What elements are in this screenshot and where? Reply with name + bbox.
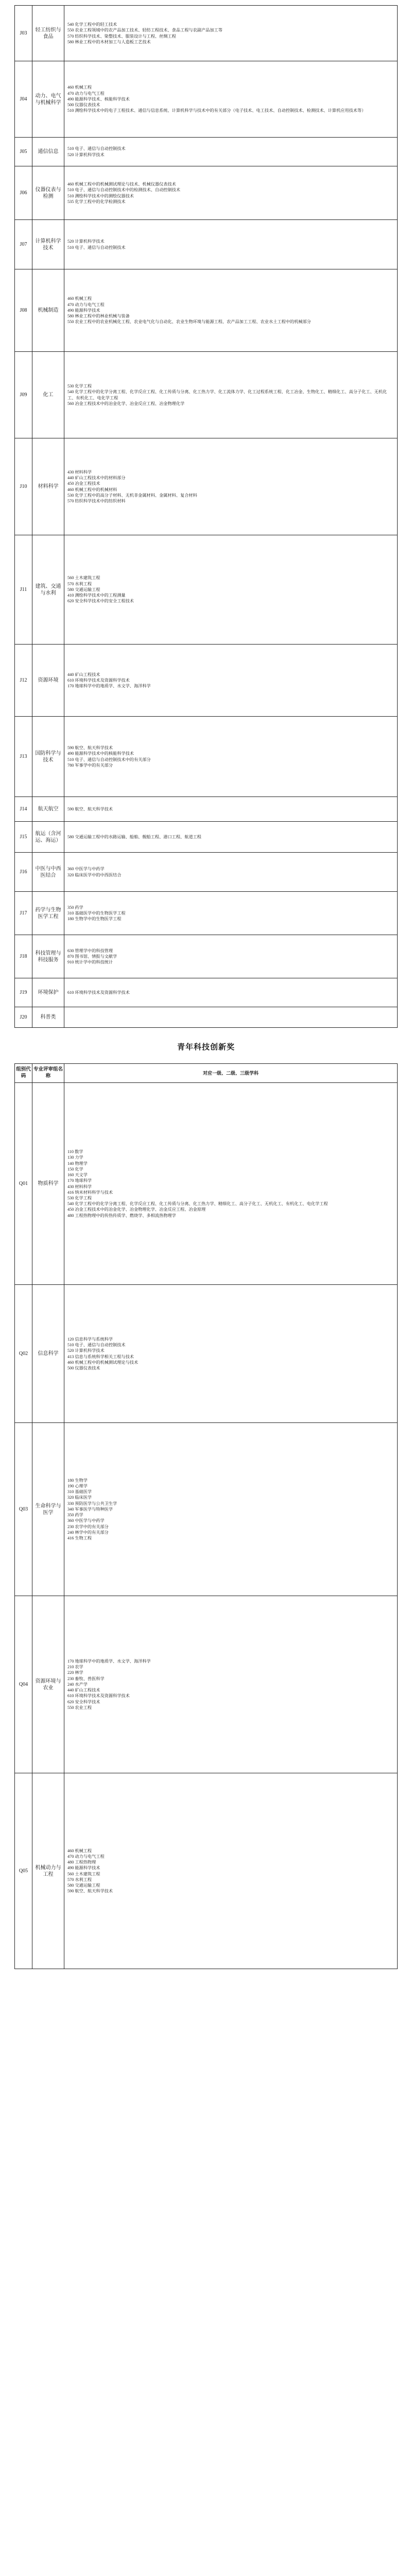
discipline-list xyxy=(64,61,398,138)
discipline-line: 570 纺织科学技术、染整技术、服装设计与工程、丝绸工程 xyxy=(67,33,176,39)
discipline-line: 320 临床医学中的中西医结合 xyxy=(67,872,122,877)
discipline-line: 310 基础医学 xyxy=(67,1489,92,1495)
group-code: J16 xyxy=(15,853,32,892)
discipline-line: 550 农业工程 xyxy=(67,1705,92,1710)
group-name: 物质科学 xyxy=(32,1083,64,1285)
table-row xyxy=(15,1083,398,1285)
discipline-line: 340 军事医学与特种医学 xyxy=(67,1506,113,1512)
discipline-line: 160 天文学 xyxy=(67,1173,88,1178)
discipline-line: 540 化学工程中的化学分离工程、化学反应工程、化工传质与分离、化工热力学、化工流体力学、化工过程系统工程、化工冶金、生物化工、精细化工、高分子化工、无机化工、有机化工、电化学工程 xyxy=(67,389,387,400)
group-name: 动力、电气与机械科学 xyxy=(32,61,64,138)
discipline-list xyxy=(64,645,398,717)
discipline-line: 170 地球科学中的地质学、水文学、海洋科学 xyxy=(67,684,151,689)
discipline-line: 490 能源科学技术 xyxy=(67,308,100,313)
discipline-line: 470 动力与电气工程 xyxy=(67,91,105,96)
table-row xyxy=(15,352,398,438)
discipline-line: 170 地球科学 xyxy=(67,1178,92,1183)
group-name: 信息科学 xyxy=(32,1285,64,1423)
discipline-line: 190 心理学 xyxy=(67,1484,88,1489)
group-code: J18 xyxy=(15,935,32,978)
discipline-list xyxy=(64,6,398,61)
group-code: J06 xyxy=(15,166,32,220)
discipline-line: 540 化学工程中的轻工技术 xyxy=(67,22,117,27)
group-code: J15 xyxy=(15,822,32,853)
discipline-line: 780 军事学中的有关部分 xyxy=(67,762,113,768)
discipline-line: 240 水产学 xyxy=(67,1682,88,1687)
table-row xyxy=(15,1007,398,1028)
discipline-line: 490 能源科学技术、核能科学技术 xyxy=(67,96,130,101)
table-row xyxy=(15,438,398,535)
table-row xyxy=(15,166,398,220)
table-row xyxy=(15,61,398,138)
discipline-list xyxy=(64,352,398,438)
discipline-line: 210 农学 xyxy=(67,1665,83,1670)
discipline-line: 230 农学中的有关部分 xyxy=(67,1524,109,1529)
discipline-list xyxy=(64,1596,398,1773)
discipline-line: 120 信息科学与系统科学 xyxy=(67,1336,113,1342)
discipline-line: 590 航空、航天科学技术 xyxy=(67,1889,113,1894)
discipline-line: 230 畜牧、兽医科学 xyxy=(67,1676,105,1681)
discipline-line: 480 工程热物理 xyxy=(67,1860,96,1865)
group-name: 机械制造 xyxy=(32,269,64,352)
discipline-line: 560 土木建筑工程 xyxy=(67,575,100,581)
header-content: 对应一级、二级、三级学科 xyxy=(64,1064,398,1083)
group-code: J12 xyxy=(15,645,32,717)
discipline-line: 480 工程热物理中的传热传质学、燃烧学、多相流热物理学 xyxy=(67,1213,176,1218)
group-code: J09 xyxy=(15,352,32,438)
discipline-line: 620 安全科学技术中的安全工程技术 xyxy=(67,599,134,604)
discipline-line: 240 林学中的有关部分 xyxy=(67,1530,109,1535)
table-row xyxy=(15,1596,398,1773)
discipline-list xyxy=(64,978,398,1007)
discipline-list xyxy=(64,166,398,220)
discipline-line: 570 水利工程 xyxy=(67,581,92,586)
group-name: 材料科学 xyxy=(32,438,64,535)
discipline-line: 560 冶金工程技术中的冶金化学、冶金反应工程、冶金物理化学 xyxy=(67,401,185,406)
discipline-line: 620 安全科学技术 xyxy=(67,1699,100,1704)
discipline-list xyxy=(64,935,398,978)
group-code: J20 xyxy=(15,1007,32,1028)
discipline-line: 440 矿山工程技术中的材料部分 xyxy=(67,476,126,481)
discipline-line: 510 电子、通信与自动控制技术中的检测技术、自动控制技术 xyxy=(67,188,181,193)
table-row xyxy=(15,1285,398,1423)
discipline-line: 550 农业工程领域中的农产品加工技术、轻纺工程技术、食品工程与农副产品加工等 xyxy=(67,28,222,33)
group-code: J11 xyxy=(15,535,32,645)
group-code: J19 xyxy=(15,978,32,1007)
group-name: 药学与生物医学工程 xyxy=(32,892,64,935)
table-row xyxy=(15,797,398,822)
discipline-line: 170 地球科学中的地质学、水文学、海洋科学 xyxy=(67,1659,151,1664)
discipline-line: 330 预防医学与公共卫生学 xyxy=(67,1501,117,1506)
group-name: 建筑、交通与水利 xyxy=(32,535,64,645)
group-name: 科普类 xyxy=(32,1007,64,1028)
group-code: Q03 xyxy=(15,1423,32,1596)
group-code: J13 xyxy=(15,717,32,797)
section-title: 青年科技创新奖 xyxy=(177,1043,235,1052)
group-code: J03 xyxy=(15,6,32,61)
discipline-line: 590 航空、航天科学技术 xyxy=(67,745,113,751)
discipline-line: 350 药学 xyxy=(67,1513,83,1518)
discipline-line: 460 机械工程中的机械材料 xyxy=(67,487,117,492)
discipline-list xyxy=(64,1007,398,1028)
discipline-line: 530 化学工程 xyxy=(67,1195,92,1200)
table-header-row xyxy=(15,1064,398,1083)
table-row xyxy=(15,138,398,166)
discipline-table-2 xyxy=(14,1063,398,1969)
group-name: 通信信息 xyxy=(32,138,64,166)
discipline-line: 580 林业工程中的木材加工与人造板工艺技术 xyxy=(67,39,151,44)
discipline-list xyxy=(64,220,398,269)
discipline-list xyxy=(64,853,398,892)
discipline-line: 610 环境科学技术及资源科学技术 xyxy=(67,1693,130,1699)
group-name: 国防科学与技术 xyxy=(32,717,64,797)
group-name: 化工 xyxy=(32,352,64,438)
group-name: 航天航空 xyxy=(32,797,64,822)
discipline-line: 460 机械工程 xyxy=(67,85,92,90)
discipline-list xyxy=(64,1423,398,1596)
discipline-line: 470 动力与电气工程 xyxy=(67,1854,105,1859)
discipline-line: 510 电子、通信与自动控制技术中的有关部分 xyxy=(67,757,151,762)
discipline-line: 540 化学工程中的化学分离工程、化学反应工程、化工传质与分离、化工热力学、精细化工、高分子化工、无机化工、有机化工、电化学工程 xyxy=(67,1201,328,1207)
discipline-list xyxy=(64,438,398,535)
discipline-list xyxy=(64,892,398,935)
discipline-line: 180 生物学中的生物医学工程 xyxy=(67,917,122,922)
discipline-list xyxy=(64,1285,398,1423)
group-code: J17 xyxy=(15,892,32,935)
discipline-line: 360 中医学与中药学 xyxy=(67,1518,105,1523)
discipline-line: 580 交通运输工程 xyxy=(67,587,100,592)
discipline-line: 580 交通运输工程 xyxy=(67,1883,100,1888)
group-name: 航运（含河运、海运） xyxy=(32,822,64,853)
group-code: Q02 xyxy=(15,1285,32,1423)
discipline-line: 150 化学 xyxy=(67,1166,83,1172)
group-code: Q05 xyxy=(15,1773,32,1969)
group-code: J08 xyxy=(15,269,32,352)
group-code: J07 xyxy=(15,220,32,269)
discipline-line: 416 生物工程 xyxy=(67,1535,92,1540)
group-name: 轻工纺织与食品 xyxy=(32,6,64,61)
discipline-table-1-body xyxy=(15,6,398,1028)
discipline-list xyxy=(64,1083,398,1285)
group-code: J04 xyxy=(15,61,32,138)
discipline-line: 510 电子、通信与自动控制技术 xyxy=(67,146,126,151)
discipline-line: 580 交通运输工程中的水路运输、船舶、舰船工程、港口工程、航道工程 xyxy=(67,834,201,839)
table-row xyxy=(15,535,398,645)
table-row xyxy=(15,6,398,61)
header-name: 专业评审组名称 xyxy=(32,1064,64,1083)
table-row xyxy=(15,853,398,892)
discipline-line: 910 统计学中的科技统计 xyxy=(67,960,113,965)
discipline-line: 490 能源科学技术中的核能科学技术 xyxy=(67,751,134,756)
discipline-list xyxy=(64,1773,398,1969)
discipline-line: 430 材料科学 xyxy=(67,1184,92,1189)
discipline-line: 570 纺织科学技术中的纺织材料 xyxy=(67,498,126,503)
discipline-line: 470 动力与电气工程 xyxy=(67,302,105,307)
discipline-line: 510 电子、通信与自动控制技术 xyxy=(67,1343,126,1348)
table-row xyxy=(15,717,398,797)
discipline-line: 610 环境科学技术及资源科学技术 xyxy=(67,990,130,995)
discipline-line: 530 化学工程 xyxy=(67,384,92,389)
group-code: J10 xyxy=(15,438,32,535)
discipline-line: 416 纳米材料科学与技术 xyxy=(67,1190,113,1195)
group-name: 资源环境与农业 xyxy=(32,1596,64,1773)
table-row xyxy=(15,220,398,269)
discipline-line: 350 药学 xyxy=(67,905,83,910)
table-row xyxy=(15,935,398,978)
group-code: Q01 xyxy=(15,1083,32,1285)
discipline-line: 590 航空、航天科学技术 xyxy=(67,806,113,811)
discipline-list xyxy=(64,269,398,352)
group-name: 机械动力与工程 xyxy=(32,1773,64,1969)
discipline-line: 630 管理学中的科技管理 xyxy=(67,948,113,953)
table-row xyxy=(15,892,398,935)
group-name: 仪器仪表与检测 xyxy=(32,166,64,220)
table-row xyxy=(15,822,398,853)
group-code: J05 xyxy=(15,138,32,166)
discipline-line: 180 生物学 xyxy=(67,1478,88,1483)
discipline-line: 510 电子、通信与自动控制技术 xyxy=(67,245,126,250)
discipline-line: 140 物理学 xyxy=(67,1161,88,1166)
discipline-line: 460 机械工程中的机械测试理论与技术 xyxy=(67,1360,139,1365)
discipline-line: 460 机械工程 xyxy=(67,1848,92,1853)
discipline-table-2-body xyxy=(15,1083,398,1969)
discipline-line: 500 仪器仪表技术 xyxy=(67,1365,100,1370)
discipline-list xyxy=(64,535,398,645)
group-name: 计算机科学技术 xyxy=(32,220,64,269)
discipline-line: 500 仪器仪表技术 xyxy=(67,103,100,108)
group-name: 资源环境 xyxy=(32,645,64,717)
discipline-line: 520 计算机科学技术 xyxy=(67,239,105,244)
table-row xyxy=(15,978,398,1007)
discipline-line: 450 冶金工程技术中的冶金化学、冶金物理化学、冶金反应工程、冶金原理 xyxy=(67,1207,206,1212)
discipline-line: 310 基础医学中的生物医学工程 xyxy=(67,910,126,916)
discipline-line: 550 农业工程中的农业机械化工程、农业电气化与自动化、农业生物环境与能源工程、农产品加工工程、农业水土工程中的机械部分 xyxy=(67,319,311,325)
discipline-line: 610 环境科学技术及资源科学技术 xyxy=(67,677,130,683)
discipline-line: 440 矿山工程技术 xyxy=(67,672,100,677)
discipline-line: 220 林学 xyxy=(67,1670,83,1675)
discipline-line: 460 机械工程中的机械测试理论与技术、机械仪器仪表技术 xyxy=(67,182,176,187)
discipline-table-1 xyxy=(14,5,398,1028)
group-code: J14 xyxy=(15,797,32,822)
group-name: 中医与中西医结合 xyxy=(32,853,64,892)
discipline-line: 410 测绘科学技术中的工程测量 xyxy=(67,593,126,598)
group-name: 环境保护 xyxy=(32,978,64,1007)
table-row xyxy=(15,269,398,352)
discipline-line: 535 化学工程中的化学检测技术 xyxy=(67,199,126,204)
discipline-line: 460 机械工程 xyxy=(67,296,92,301)
discipline-line: 130 力学 xyxy=(67,1155,83,1160)
discipline-line: 570 水利工程 xyxy=(67,1877,92,1882)
group-code: Q04 xyxy=(15,1596,32,1773)
table-row xyxy=(15,1423,398,1596)
discipline-line: 520 计算机科学技术 xyxy=(67,1348,105,1353)
discipline-line: 520 计算机科学技术 xyxy=(67,152,105,157)
table-row xyxy=(15,1773,398,1969)
discipline-list xyxy=(64,822,398,853)
discipline-line: 510 测绘科学技术中的电子工程技术、通信与信息系统、计算机科学与技术中的有关部分（电子技术、电工技术、自动控制技术、检测技术、计算机应用技术等） xyxy=(67,108,366,113)
discipline-line: 110 数学 xyxy=(67,1149,83,1155)
discipline-line: 440 矿山工程技术 xyxy=(67,1688,100,1693)
discipline-line: 490 能源科学技术 xyxy=(67,1866,100,1871)
discipline-line: 413 信息与系统科学相关工程与技术 xyxy=(67,1354,134,1359)
discipline-line: 320 临床医学 xyxy=(67,1495,92,1500)
discipline-line: 530 化学工程中的高分子材料、无机非金属材料、金属材料、复合材料 xyxy=(67,493,197,498)
discipline-line: 580 林业工程中的林业机械与装备 xyxy=(67,314,130,319)
header-code: 组别代码 xyxy=(15,1064,32,1083)
discipline-line: 430 材料科学 xyxy=(67,469,92,474)
discipline-line: 560 土木建筑工程 xyxy=(67,1871,100,1876)
discipline-list xyxy=(64,797,398,822)
group-name: 生命科学与医学 xyxy=(32,1423,64,1596)
discipline-line: 360 中医学与中药学 xyxy=(67,867,105,872)
discipline-line: 450 冶金工程技术 xyxy=(67,481,100,486)
table-row xyxy=(15,645,398,717)
discipline-list xyxy=(64,717,398,797)
group-name: 科技管理与科技服务 xyxy=(32,935,64,978)
discipline-line: 870 图书馆、情报与文献学 xyxy=(67,954,117,959)
discipline-list xyxy=(64,138,398,166)
discipline-line: 510 测绘科学技术中的测绘仪器技术 xyxy=(67,193,134,198)
